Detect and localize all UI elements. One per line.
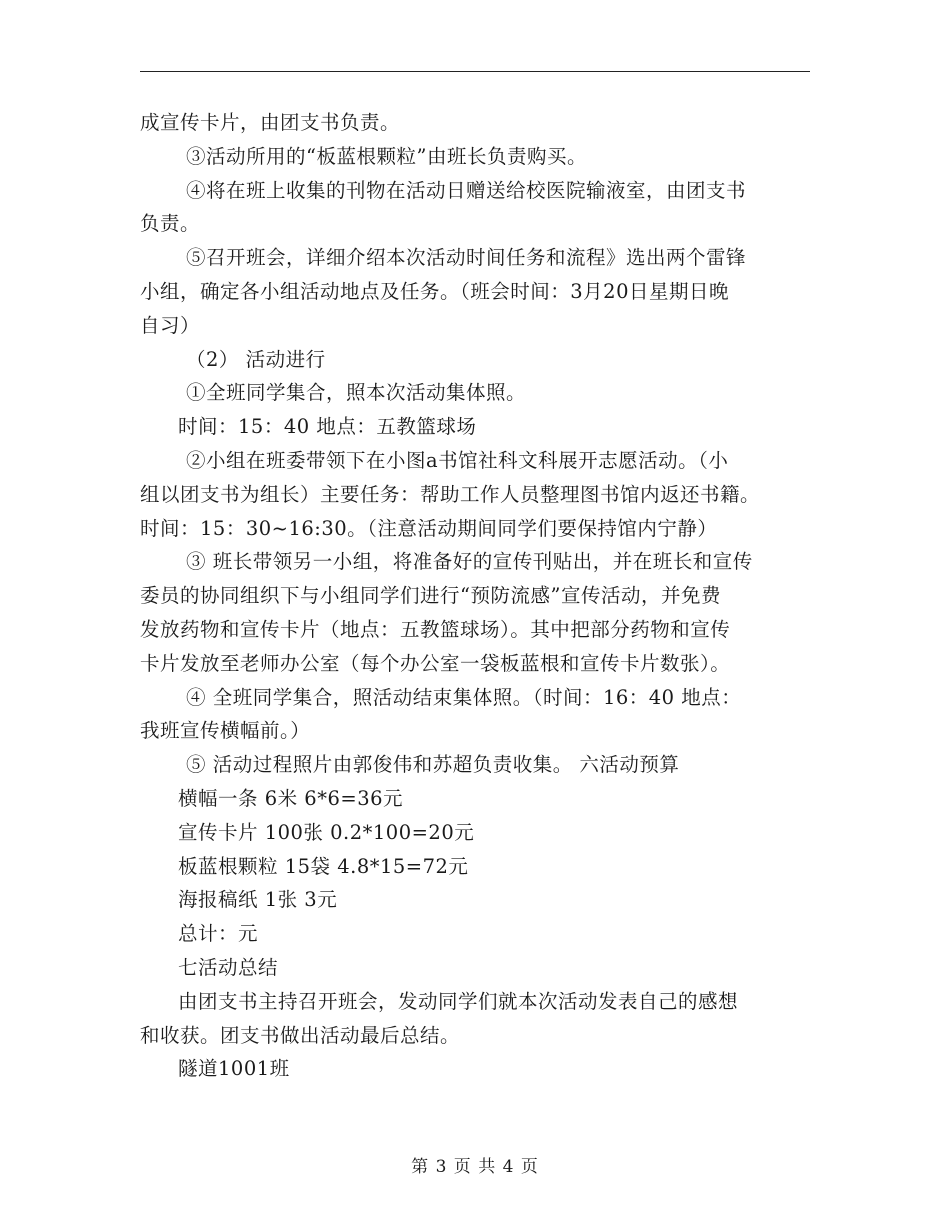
text-line: 由团支书主持召开班会，发动同学们就本次活动发表自己的感想 (178, 989, 739, 1013)
text-line: 自习） (140, 313, 201, 337)
page-number: 第 3 页 共 4 页 (411, 1157, 539, 1177)
signature-line: 隧道1001班 (178, 1057, 290, 1081)
text-line: 时间：15：40 地点：五教篮球场 (178, 415, 477, 439)
text-line: 成宣传卡片，由团支书负责。 (140, 111, 401, 134)
budget-item: 海报稿纸 1张 3元 (178, 888, 338, 912)
document-body (140, 106, 810, 1086)
text-line: ④ 全班同学集合，照活动结束集体照。（时间：16：40 地点： (186, 685, 742, 709)
budget-total: 总计：元 (178, 922, 259, 946)
text-line: 发放药物和宣传卡片（地点：五教篮球场）。其中把部分药物和宣传 (140, 617, 731, 641)
text-line: 小组，确定各小组活动地点及任务。（班会时间：3月20日星期日晚 (140, 279, 729, 303)
text-line: ③ 班长带领另一小组，将准备好的宣传刊贴出，并在班长和宣传 (186, 550, 753, 574)
header-rule (140, 71, 810, 72)
text-line: 和收获。团支书做出活动最后总结。 (140, 1023, 461, 1047)
text-line: 卡片发放至老师办公室（每个办公室一袋板蓝根和宣传卡片数张）。 (140, 651, 731, 675)
budget-item: 横幅一条 6米 6*6=36元 (178, 786, 404, 810)
text-line: 我班宣传横幅前。） (140, 719, 311, 743)
text-line: ②小组在班委带领下在小图a书馆社科文科展开志愿活动。（小 (186, 448, 729, 472)
text-line: ④将在班上收集的刊物在活动日赠送给校医院输液室，由团支书 (186, 178, 747, 202)
budget-item: 宣传卡片 100张 0.2*100=20元 (178, 820, 475, 844)
section-heading: （2） 活动进行 (186, 347, 326, 371)
text-line: ⑤召开班会，详细介绍本次活动时间任务和流程》选出两个雷锋 (186, 246, 747, 270)
text-line: 负责。 (140, 212, 201, 236)
text-line: ⑤ 活动过程照片由郭俊伟和苏超负责收集。 六活动预算 (186, 753, 680, 777)
text-line: 时间：15：30~16:30。（注意活动期间同学们要保持馆内宁静） (140, 516, 718, 540)
budget-item: 板蓝根颗粒 15袋 4.8*15=72元 (178, 854, 469, 878)
text-line: ③活动所用的“板蓝根颗粒”由班长负责购买。 (186, 144, 587, 168)
text-line: 组以团支书为组长）主要任务：帮助工作人员整理图书馆内返还书籍。 (140, 482, 761, 506)
text-line: 委员的协同组织下与小组同学们进行“预防流感”宣传活动，并免费 (140, 584, 721, 608)
text-line: ①全班同学集合，照本次活动集体照。 (186, 381, 527, 405)
section-heading: 七活动总结 (178, 955, 279, 979)
